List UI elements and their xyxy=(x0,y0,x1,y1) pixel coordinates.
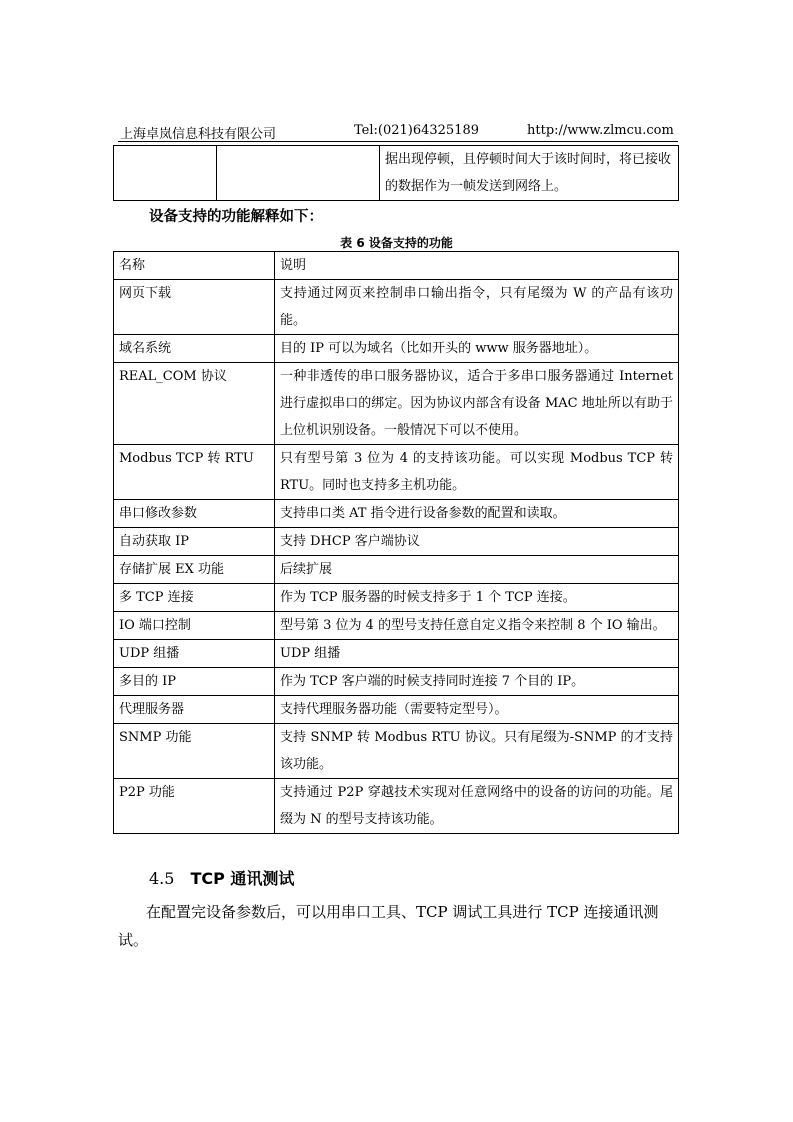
feature-name: 多 TCP 连接 xyxy=(114,584,275,612)
feature-name: P2P 功能 xyxy=(114,779,275,834)
table-row xyxy=(114,280,679,335)
table-row xyxy=(114,612,679,640)
feature-name: 存储扩展 EX 功能 xyxy=(114,556,275,584)
feature-name: SNMP 功能 xyxy=(114,724,275,779)
column-header-desc: 说明 xyxy=(275,252,679,280)
continuation-table xyxy=(113,145,679,201)
feature-name: Modbus TCP 转 RTU xyxy=(114,445,275,500)
feature-name: 网页下载 xyxy=(114,280,275,335)
table-caption: 表 6 设备支持的功能 xyxy=(340,236,453,250)
table-cell: 据出现停顿，且停顿时间大于该时间时，将已接收的数据作为一帧发送到网络上。 xyxy=(380,146,679,201)
feature-desc: 支持通过 P2P 穿越技术实现对任意网络中的设备的访问的功能。尾缀为 N 的型号支持该功能。 xyxy=(275,779,679,834)
table-row xyxy=(114,500,679,528)
feature-name: 串口修改参数 xyxy=(114,500,275,528)
feature-desc: 支持代理服务器功能（需要特定型号）。 xyxy=(275,696,679,724)
table-row xyxy=(114,335,679,363)
table-header-row xyxy=(114,252,679,280)
table-row xyxy=(114,724,679,779)
section-number: 4.5 xyxy=(149,869,175,888)
feature-desc: 后续扩展 xyxy=(275,556,679,584)
feature-name: UDP 组播 xyxy=(114,640,275,668)
header-company: 上海卓岚信息科技有限公司 xyxy=(120,127,277,142)
header-url: http://www.zlmcu.com xyxy=(527,123,674,138)
table-row xyxy=(114,584,679,612)
table-row xyxy=(114,556,679,584)
table-row xyxy=(114,528,679,556)
section-title: TCP 通讯测试 xyxy=(190,869,295,888)
table-row xyxy=(114,640,679,668)
feature-desc: 一种非透传的串口服务器协议，适合于多串口服务器通过 Internet 进行虚拟串口的绑定。因为协议内部含有设备 MAC 地址所以有助于上位机识别设备。一般情况下可以不使用。 xyxy=(275,363,679,445)
table-row xyxy=(114,363,679,445)
table-cell xyxy=(114,146,217,201)
body-paragraph: 在配置完设备参数后，可以用串口工具、TCP 调试工具进行 TCP 连接通讯测试。 xyxy=(118,903,659,949)
feature-table xyxy=(113,251,679,834)
intro-heading: 设备支持的功能解释如下： xyxy=(149,209,323,225)
feature-desc: 只有型号第 3 位为 4 的支持该功能。可以实现 Modbus TCP 转 RTU。同时也支持多主机功能。 xyxy=(275,445,679,500)
feature-desc: 作为 TCP 客户端的时候支持同时连接 7 个目的 IP。 xyxy=(275,668,679,696)
feature-name: REAL_COM 协议 xyxy=(114,363,275,445)
feature-desc: 支持通过网页来控制串口输出指令，只有尾缀为 W 的产品有该功能。 xyxy=(275,280,679,335)
feature-desc: 作为 TCP 服务器的时候支持多于 1 个 TCP 连接。 xyxy=(275,584,679,612)
header-tel: Tel:(021)64325189 xyxy=(354,123,480,138)
feature-name: 代理服务器 xyxy=(114,696,275,724)
feature-desc: 支持串口类 AT 指令进行设备参数的配置和读取。 xyxy=(275,500,679,528)
table-row xyxy=(114,696,679,724)
page-header xyxy=(118,121,678,142)
feature-desc: 支持 DHCP 客户端协议 xyxy=(275,528,679,556)
feature-name: IO 端口控制 xyxy=(114,612,275,640)
feature-name: 域名系统 xyxy=(114,335,275,363)
feature-desc: UDP 组播 xyxy=(275,640,679,668)
table-row xyxy=(114,445,679,500)
feature-desc: 支持 SNMP 转 Modbus RTU 协议。只有尾缀为-SNMP 的才支持该功能。 xyxy=(275,724,679,779)
table-row xyxy=(114,668,679,696)
section-heading xyxy=(149,866,294,889)
feature-desc: 型号第 3 位为 4 的型号支持任意自定义指令来控制 8 个 IO 输出。 xyxy=(275,612,679,640)
feature-name: 自动获取 IP xyxy=(114,528,275,556)
feature-name: 多目的 IP xyxy=(114,668,275,696)
table-row xyxy=(114,146,679,201)
table-cell xyxy=(217,146,380,201)
table-row xyxy=(114,779,679,834)
feature-desc: 目的 IP 可以为域名（比如开头的 www 服务器地址）。 xyxy=(275,335,679,363)
column-header-name: 名称 xyxy=(114,252,275,280)
